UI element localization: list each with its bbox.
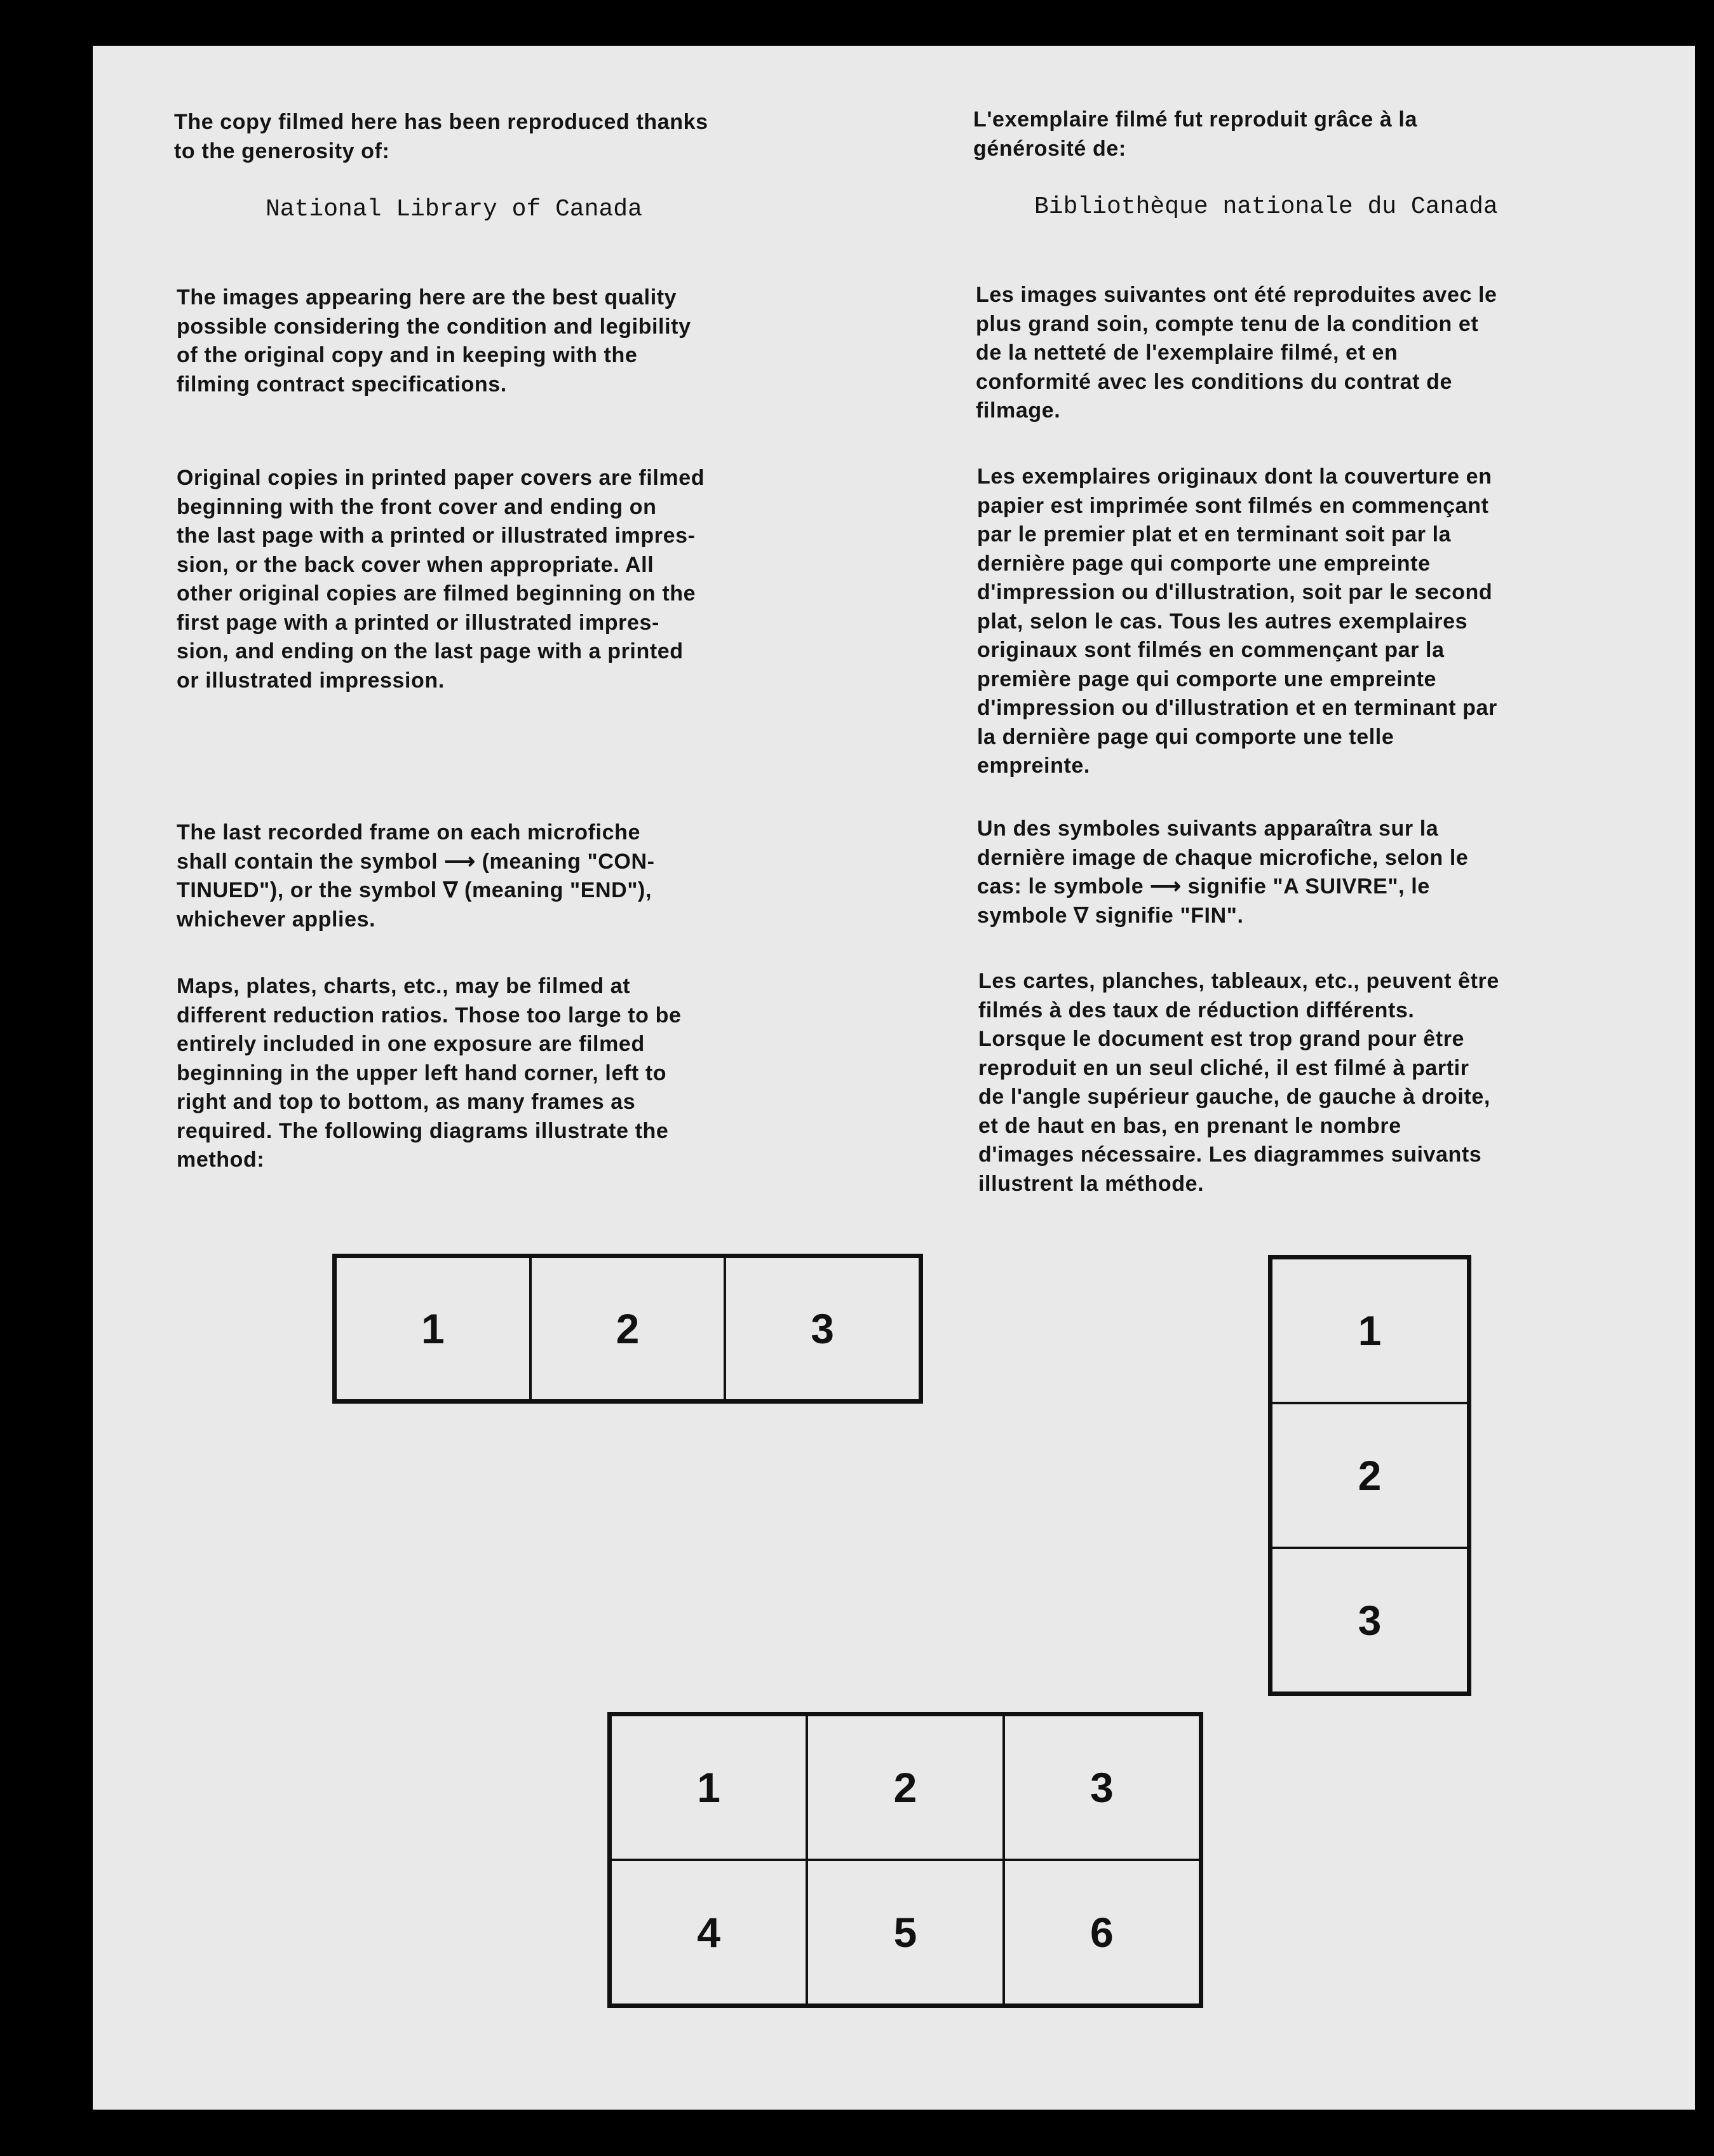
english-quality-paragraph: The images appearing here are the best quality possible considering the condition and legibility of the original copy and in keeping with the filming contract specifications. [177,285,691,397]
english-symbols-paragraph: The last recorded frame on each microfiche shall contain the symbol ⟶ (meaning "CON- TINUED"), or the symbol ∇ (meaning "END"), whichever applies. [177,820,655,932]
english-thanks-text: The copy filmed here has been reproduced thanks to the generosity of: [174,110,708,163]
frame-cell: 6 [1004,1860,1200,2005]
grid-frames-diagram [607,1712,1203,2008]
french-covers-paragraph: Les exemplaires originaux dont la couverture en papier est imprimée sont filmés en commençant par le premier plat et en terminant soit par la dernière page qui comporte une empreinte d'impression ou d'illustration, soit par le second plat, selon le cas. Tous les autres exemplaires originaux sont filmés en commençant par la première page qui comporte une empreinte d'impression ou d'illustration et en terminant par la dernière page qui comporte une telle empreinte. [977,464,1497,778]
frame-cell: 3 [1271,1548,1468,1693]
english-library-name: National Library of Canada [266,196,642,223]
frame-cell: 2 [530,1257,725,1400]
frame-cell: 4 [611,1860,807,2005]
french-thanks-text: L'exemplaire filmé fut reproduit grâce à la générosité de: [973,107,1417,161]
frame-cell: 5 [807,1860,1003,2005]
frame-cell: 3 [1004,1715,1200,1860]
english-covers-paragraph: Original copies in printed paper covers are filmed beginning with the front cover and ending on the last page with a printed or illustrated impres- sion, or the back cover when appropriate. All other original copies are filmed beginning on the first page with a printed or illustrated impres- sion, and ending on the last page with a printed or illustrated impression. [177,466,705,693]
frame-cell: 1 [1271,1258,1468,1403]
frame-cell: 1 [611,1715,807,1860]
french-maps-paragraph: Les cartes, planches, tableaux, etc., peuvent être filmés à des taux de réduction différents. Lorsque le document est trop grand pour être reproduit en un seul cliché, il est filmé à partir de l'angle supérieur gauche, de gauche à droite, et de haut en bas, en prenant le nombre d'images nécessaire. Les diagrammes suivants illustrent la méthode. [978,969,1499,1196]
frame-cell: 3 [725,1257,920,1400]
column-frames-diagram [1268,1255,1471,1696]
english-maps-paragraph: Maps, plates, charts, etc., may be filmed at different reduction ratios. Those too large to be entirely included in one exposure are filmed beginning in the upper left hand corner, left to right and top to bottom, as many frames as required. The following diagrams illustrate the method: [177,974,682,1172]
french-quality-paragraph: Les images suivantes ont été reproduites avec le plus grand soin, compte tenu de la condition et de la netteté de l'exemplaire filmé, et en conformité avec les conditions du contrat de filmage. [976,283,1497,423]
frame-cell: 1 [335,1257,530,1400]
french-library-name: Bibliothèque nationale du Canada [1034,193,1498,220]
frame-cell: 2 [807,1715,1003,1860]
french-symbols-paragraph: Un des symboles suivants apparaîtra sur la dernière image de chaque microfiche, selon le cas: le symbole ⟶ signifie "A SUIVRE", le symbole ∇ signifie "FIN". [977,817,1469,928]
frame-cell: 2 [1271,1403,1468,1548]
row-frames-diagram [332,1254,923,1404]
